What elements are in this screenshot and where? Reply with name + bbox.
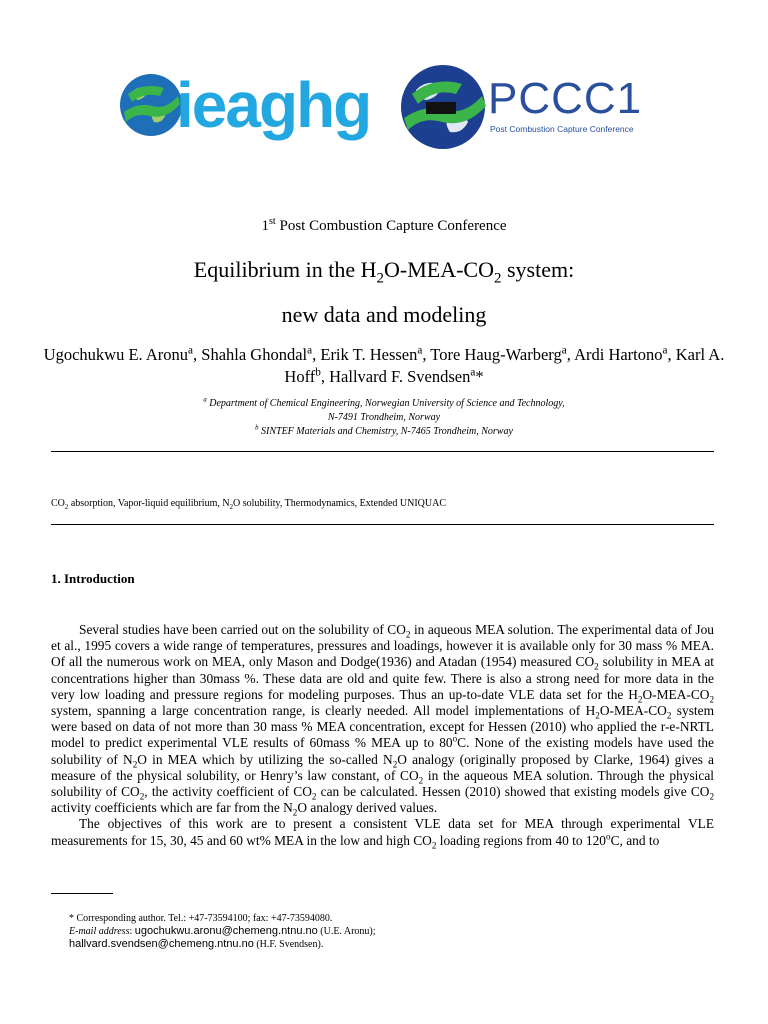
email-line-2: hallvard.svendsen@chemeng.ntnu.no (H.F. Svendsen). bbox=[69, 938, 324, 950]
section-heading: 1. Introduction bbox=[51, 571, 135, 586]
conference-name: 1st Post Combustion Capture Conference bbox=[261, 216, 507, 234]
globe-icon bbox=[398, 60, 492, 154]
footnotes bbox=[69, 912, 376, 951]
affiliations bbox=[0, 397, 768, 439]
affiliation-a: $^a$ Department of Chemical Engineering, Norwegian University of Science and Technology, bbox=[203, 396, 565, 409]
divider-bottom bbox=[51, 524, 714, 525]
footnote-divider bbox=[51, 893, 113, 894]
ieaghg-wordmark: ieaghg bbox=[176, 69, 371, 141]
pccc1-logo bbox=[398, 60, 643, 154]
affiliation-b: $^b$ SINTEF Materials and Chemistry, N-7465 Trondheim, Norway bbox=[255, 424, 513, 437]
email-line-1: E-mail address: ugochukwu.aronu@chemeng.ntnu.no (U.E. Aronu); bbox=[69, 925, 376, 937]
corresponding-author: * Corresponding author. Tel.: +47-73594100; fax: +47-73594080. bbox=[69, 913, 333, 924]
keywords: $CO_2$ absorption, Vapor-liquid equilibrium, $N_2O$ solubility, Thermodynamics, Extended UNIQUAC bbox=[51, 498, 447, 511]
divider-top bbox=[51, 451, 714, 452]
globe-icon bbox=[118, 72, 184, 138]
email-link-aronu[interactable]: ugochukwu.aronu@chemeng.ntnu.no bbox=[134, 925, 318, 937]
paragraph-2: The objectives of this work are to present a consistent VLE data set for MEA through experimental VLE measurements for 15, 30, 45 and 60 wt% MEA in the low and high $CO_2$ loading regions from 40 to 120$^o$C, and to bbox=[51, 816, 714, 851]
paper-title-line1: Equilibrium in the $H_2O-MEA-CO_2$ system: bbox=[193, 257, 575, 287]
pccc1-tagline: Post Combustion Capture Conference bbox=[490, 124, 634, 134]
affiliation-a-city: N-7491 Trondheim, Norway bbox=[327, 412, 441, 423]
author-list: Ugochukwu E. Aronu$^a$, Shahla Ghondal$^a$, Erik T. Hessen$^a$, Tore Haug-Warberg$^a$, Ardi Hartono$^a$, Karl A. Hoff$^b$, Hallvard F. Svendsen$^a$* bbox=[43, 344, 725, 386]
paper-title-line2: new data and modeling bbox=[281, 302, 487, 327]
paragraph-1: Several studies have been carried out on the solubility of $CO_2$ in aqueous MEA solution. The experimental data of Jou et al., 1995 covers a wide range of temperatures, pressures and loadings, however it is available only for 30 mass % MEA. Of all the numerous work on MEA, only Mason and Dodge(1936) and Atadan (1954) measured $CO_2$ solubility in MEA at concentrations higher than 30mass %. These data are old and quite few. There is also a strong need for more data in the very low loading and pressure regions for modeling purposes. Thus an up-to-date VLE data set for the $H_2O-MEA-CO_2$ system, spanning a large concentration range, is clearly needed. All model implementations of $H_2O-MEA-CO_2$ system were based on data of not more than 30 mass % MEA concentration, except for Hessen (2010) who applied the r-e-NRTL model to predict experimental VLE results of 60mass % MEA up to 80$^o$C. None of the existing models have used the solubility of $N_2O$ in MEA which by utilizing the so-called $N_2O$ analogy (originally proposed by Clarke, 1964) gives a measure of the physical solubility, or Henry’s law constant, of $CO_2$ in the aqueous MEA solution. Through the physical solubility of $CO_2$, the activity coefficient of $CO_2$ can be calculated. Hessen (2010) showed that existing models give $CO_2$ activity coefficients which are far from the $N_2O$ analogy derived values. bbox=[51, 622, 715, 818]
ieaghg-logo bbox=[118, 66, 371, 144]
body-text bbox=[51, 622, 714, 849]
email-link-svendsen[interactable]: hallvard.svendsen@chemeng.ntnu.no bbox=[69, 938, 254, 950]
pccc1-wordmark: PCCC1 bbox=[488, 74, 643, 123]
